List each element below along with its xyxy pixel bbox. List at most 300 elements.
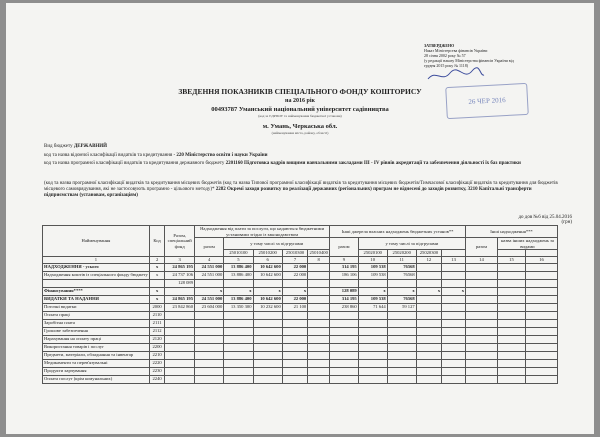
cell-value [358, 319, 387, 327]
cell-value: х [224, 287, 253, 295]
cell-value [416, 367, 441, 375]
table-row [43, 359, 558, 367]
cell-value [330, 311, 359, 319]
cell-value [466, 343, 498, 351]
col-header-other-sum: разом [330, 238, 359, 257]
cell-value [416, 327, 441, 335]
row-label: Продукти харчування [43, 367, 150, 375]
cell-value [308, 335, 330, 343]
cell-value [308, 303, 330, 311]
cell-value [165, 335, 195, 343]
table-row [43, 287, 558, 295]
row-code: 2200 [149, 343, 165, 351]
cell-value [497, 327, 525, 335]
cell-value [195, 367, 224, 375]
cell-value [165, 319, 195, 327]
row-code: х [149, 287, 165, 295]
cell-value: 109 538 [358, 263, 387, 271]
cell-value [416, 375, 441, 383]
cell-value [466, 335, 498, 343]
department-classification [44, 153, 564, 159]
row-label: Використання товарів і послуг [43, 343, 150, 351]
cell-value: 13 886 400 [224, 271, 253, 279]
cell-value [224, 335, 253, 343]
local-classification [44, 181, 564, 199]
col-header-name: Найменування [43, 226, 150, 257]
cell-value [253, 367, 282, 375]
cell-value [442, 367, 466, 375]
cell-value [282, 311, 307, 319]
column-number-row [43, 256, 558, 263]
cell-value [526, 311, 558, 319]
cell-value [416, 311, 441, 319]
cell-value [526, 375, 558, 383]
cell-value [165, 287, 195, 295]
organization-note: (код за ЄДРПОУ та найменування бюджетної установи) [258, 114, 342, 118]
row-code: 2230 [149, 367, 165, 375]
col-number: 1 [43, 256, 150, 263]
row-label: Заробітна плата [43, 319, 150, 327]
cell-value [308, 295, 330, 303]
cell-value [466, 351, 498, 359]
col-header-total: Разом, спеціальний фонд [165, 226, 195, 257]
cell-value [442, 279, 466, 287]
cell-value [466, 375, 498, 383]
cell-value [224, 279, 253, 287]
cell-value [358, 343, 387, 351]
sub-code: 25020300 [416, 250, 441, 257]
budget-label: Вид бюджету [44, 144, 73, 149]
cell-value [526, 271, 558, 279]
cell-value [387, 343, 416, 351]
program-value: 2201160 Підготовка кадрів вищими навчальними закладами ІІІ - IV рівнів акредитації та забезпечення діяльності їх баз практики [225, 161, 521, 166]
cell-value: 109 538 [358, 271, 387, 279]
as-of-date: до дов №6 від 25.04.2016 [518, 215, 572, 220]
program-classification [44, 161, 564, 167]
cell-value [165, 367, 195, 375]
cell-value [358, 351, 387, 359]
col-header-other-income: Інші надходження*** [466, 226, 558, 238]
cell-value: 22 000 [282, 263, 307, 271]
col-number: 9 [330, 256, 359, 263]
cell-value [526, 327, 558, 335]
cell-value [466, 367, 498, 375]
cell-value [308, 271, 330, 279]
approval-line: (у редакції наказу Міністерства фінансів України від [424, 58, 514, 63]
cell-value [416, 263, 441, 271]
col-number: 14 [466, 256, 498, 263]
col-number: 5 [224, 256, 253, 263]
cell-value: 23 604 000 [195, 303, 224, 311]
cell-value [387, 359, 416, 367]
table-row [43, 311, 558, 319]
cell-value [308, 319, 330, 327]
cell-value [466, 359, 498, 367]
cell-value [526, 287, 558, 295]
cell-value [497, 375, 525, 383]
cell-value [282, 327, 307, 335]
cell-value [253, 311, 282, 319]
cell-value [526, 319, 558, 327]
sub-code: 25020200 [387, 250, 416, 257]
cell-value [497, 359, 525, 367]
col-number: 4 [195, 256, 224, 263]
cell-value [195, 359, 224, 367]
cell-value [308, 311, 330, 319]
cell-value [526, 335, 558, 343]
cell-value: 21 100 [282, 303, 307, 311]
cell-value [358, 311, 387, 319]
row-code: 2111 [149, 319, 165, 327]
cell-value [466, 279, 498, 287]
col-number: 16 [526, 256, 558, 263]
cell-value: 24 737 106 [165, 271, 195, 279]
row-code: 2210 [149, 351, 165, 359]
cell-value: х [387, 287, 416, 295]
approval-line: Наказ Міністерства фінансів України [424, 48, 488, 53]
cell-value [330, 319, 359, 327]
cell-value [165, 311, 195, 319]
cell-value: 238 860 [330, 303, 359, 311]
cell-value: 71 644 [358, 303, 387, 311]
cell-value [165, 343, 195, 351]
cell-value [497, 303, 525, 311]
cell-value [282, 319, 307, 327]
cell-value [497, 343, 525, 351]
col-number: 11 [387, 256, 416, 263]
table-row [43, 367, 558, 375]
sub-code: 25010300 [282, 250, 307, 257]
cell-value [497, 319, 525, 327]
cell-value: 314 195 [330, 263, 359, 271]
cell-value [358, 327, 387, 335]
cell-value [466, 263, 498, 271]
cell-value [308, 343, 330, 351]
cell-value [308, 375, 330, 383]
cell-value [195, 343, 224, 351]
cell-value [282, 335, 307, 343]
signature-icon [426, 65, 486, 85]
row-label: Поточні видатки [43, 303, 150, 311]
row-label: Оплата послуг (крім комунальних) [43, 375, 150, 383]
cell-value [330, 279, 359, 287]
scanned-document-page [6, 3, 594, 434]
cell-value [416, 319, 441, 327]
approval-line: грудня 2015 року № 1118) [424, 63, 469, 68]
table-row [43, 295, 558, 303]
col-number: 3 [165, 256, 195, 263]
cell-value: 24 551 000 [195, 263, 224, 271]
table-row [43, 263, 558, 271]
cell-value [358, 375, 387, 383]
cell-value [330, 327, 359, 335]
cell-value: х [253, 287, 282, 295]
col-header-fees-incl: у тому числі за підгрупами [224, 238, 330, 250]
col-header-fees-sum: разом [195, 238, 224, 257]
cell-value [224, 327, 253, 335]
cell-value [224, 311, 253, 319]
cell-value [466, 271, 498, 279]
cell-value [224, 343, 253, 351]
table-row [43, 319, 558, 327]
cell-value: 13 886 400 [224, 263, 253, 271]
row-code: х [149, 271, 165, 279]
cell-value [253, 351, 282, 359]
cell-value: 128 089 [330, 287, 359, 295]
cell-value [526, 351, 558, 359]
cell-value [253, 279, 282, 287]
department-value: 220 Міністерство освіти і науки України [176, 153, 268, 158]
cell-value [497, 279, 525, 287]
cell-value [165, 351, 195, 359]
cell-value [165, 327, 195, 335]
organization-name: 00493787 Уманський національний університет садівництва [211, 106, 389, 113]
stamp-text: 26 ЧЕР 2016 [468, 96, 506, 106]
table-row [43, 327, 558, 335]
row-code: 2110 [149, 311, 165, 319]
cell-value [442, 295, 466, 303]
cell-value [165, 359, 195, 367]
cell-value [308, 351, 330, 359]
cell-value [387, 351, 416, 359]
cell-value [165, 375, 195, 383]
cell-value [282, 367, 307, 375]
cell-value [497, 367, 525, 375]
cell-value [497, 287, 525, 295]
cell-value [308, 327, 330, 335]
col-header-income-sum: разом [466, 238, 498, 257]
row-code: 2220 [149, 359, 165, 367]
col-number: 15 [497, 256, 525, 263]
cell-value: 13 886 400 [224, 295, 253, 303]
cell-value: 24 865 195 [165, 295, 195, 303]
cell-value: х [442, 287, 466, 295]
cell-value [442, 375, 466, 383]
cell-value [358, 367, 387, 375]
cell-value [497, 263, 525, 271]
cell-value: 109 538 [358, 295, 387, 303]
cell-value [253, 375, 282, 383]
cell-value: 24 551 000 [195, 295, 224, 303]
col-number: 10 [358, 256, 387, 263]
col-number: 13 [442, 256, 466, 263]
cell-value [416, 303, 441, 311]
table-row [43, 351, 558, 359]
cell-value [526, 367, 558, 375]
cell-value [358, 359, 387, 367]
cell-value [387, 279, 416, 287]
cell-value [387, 311, 416, 319]
as-of-note [518, 215, 572, 225]
cell-value: 24 865 195 [165, 263, 195, 271]
row-label: Нарахування на оплату праці [43, 335, 150, 343]
cell-value: 10 232 600 [253, 303, 282, 311]
row-code: 2120 [149, 335, 165, 343]
cell-value [282, 351, 307, 359]
cell-value [387, 319, 416, 327]
cell-value: 10 642 600 [253, 263, 282, 271]
sub-code: 25020100 [358, 250, 387, 257]
row-label: Грошове забезпечення [43, 327, 150, 335]
cell-value [224, 367, 253, 375]
col-header-code: Код [149, 226, 165, 257]
table-row [43, 271, 558, 279]
col-number: 12 [416, 256, 441, 263]
cell-value [358, 279, 387, 287]
cell-value [442, 343, 466, 351]
cell-value [497, 295, 525, 303]
row-label: Медикаменти та перев'язувальні [43, 359, 150, 367]
cell-value [497, 335, 525, 343]
row-code: 2112 [149, 327, 165, 335]
table-row [43, 279, 558, 287]
cell-value [497, 271, 525, 279]
cell-value [224, 351, 253, 359]
cell-value [282, 359, 307, 367]
place-name: м. Умань, Черкаська обл. [262, 123, 338, 130]
cell-value [466, 319, 498, 327]
sub-code: 25010100 [224, 250, 253, 257]
local-label: (код та назва програмної класифікації видатків та кредитування місцевих бюджетів (код та назва Типової програмної класифікації видатків та кредитування місцевих бюджетів/Тимчасової класифікації видатків та кредитування для бюджетів місцевого самоврядування, які не застосовують програмно - цільового методу)* [44, 181, 558, 192]
special-fund-table [42, 225, 558, 384]
cell-value: 186 106 [330, 271, 359, 279]
col-number: 6 [253, 256, 282, 263]
cell-value [526, 279, 558, 287]
col-number: 7 [282, 256, 307, 263]
cell-value [224, 359, 253, 367]
row-code: х [149, 263, 165, 271]
cell-value: х [358, 287, 387, 295]
cell-value: х [282, 287, 307, 295]
sub-code: 25010400 [309, 250, 328, 255]
row-label: Фінансування**** [43, 287, 150, 295]
cell-value: 76568 [387, 271, 416, 279]
cell-value [416, 359, 441, 367]
cell-value [308, 359, 330, 367]
cell-value [416, 295, 441, 303]
cell-value [195, 375, 224, 383]
cell-value: 76568 [387, 263, 416, 271]
row-code: 2240 [149, 375, 165, 383]
cell-value [195, 279, 224, 287]
cell-value [526, 359, 558, 367]
cell-value: 13 350 300 [224, 303, 253, 311]
local-value: 2282 Окремі заходи розвитку по реалізації державних (регіональних) програм не віднесені до заходів розвитку, 3210 Капітальні трансферти підприємствам (установам, організаціям) [44, 187, 532, 198]
cell-value [253, 327, 282, 335]
row-label: ВИДАТКИ ТА НАДАННЯ [43, 295, 150, 303]
sub-code: 25010200 [253, 250, 282, 257]
cell-value [330, 359, 359, 367]
cell-value [195, 335, 224, 343]
cell-value [195, 311, 224, 319]
cell-value: 10 642 600 [253, 271, 282, 279]
cell-value [308, 263, 330, 271]
place-note: (найменування міста, району, області) [271, 131, 329, 135]
department-label: код та назва відомчої класифікації видатків та кредитування - [44, 153, 176, 158]
cell-value [442, 263, 466, 271]
cell-value [330, 335, 359, 343]
cell-value [387, 367, 416, 375]
cell-value [387, 327, 416, 335]
cell-value [442, 319, 466, 327]
cell-value [224, 319, 253, 327]
cell-value [526, 295, 558, 303]
cell-value [466, 327, 498, 335]
row-label: Предмети, матеріали, обладнання та інвентар [43, 351, 150, 359]
row-code [149, 279, 165, 287]
cell-value: 10 642 600 [253, 295, 282, 303]
program-label: код та назва програмної класифікації видатків та кредитування державного бюджету [44, 161, 225, 166]
cell-value [526, 343, 558, 351]
cell-value [387, 375, 416, 383]
cell-value [253, 319, 282, 327]
cell-value [416, 343, 441, 351]
cell-value [442, 271, 466, 279]
cell-value [330, 351, 359, 359]
row-code: х [149, 295, 165, 303]
table-row [43, 335, 558, 343]
cell-value [330, 367, 359, 375]
col-header-income-names: назва інших надходжень за видами [497, 238, 557, 250]
cell-value [330, 343, 359, 351]
cell-value [416, 351, 441, 359]
cell-value [442, 327, 466, 335]
cell-value [253, 343, 282, 351]
cell-value: 24 551 000 [195, 271, 224, 279]
row-label: НАДХОДЖЕННЯ - усього [43, 263, 150, 271]
row-code: 2000 [149, 303, 165, 311]
cell-value [466, 295, 498, 303]
row-label: Оплата праці [43, 311, 150, 319]
cell-value [308, 287, 330, 295]
cell-value [282, 279, 307, 287]
cell-value: 76568 [387, 295, 416, 303]
table-row [43, 303, 558, 311]
cell-value [442, 311, 466, 319]
document-year: на 2016 рік [285, 98, 315, 104]
cell-value [308, 367, 330, 375]
cell-value [466, 303, 498, 311]
cell-value: 59 127 [387, 303, 416, 311]
row-label [43, 279, 150, 287]
cell-value [497, 351, 525, 359]
currency-unit: (грн) [561, 220, 572, 225]
cell-value [442, 335, 466, 343]
cell-value [526, 263, 558, 271]
cell-value: х [416, 287, 441, 295]
col-header-other-sources: Інші джерела власних надходжень бюджетних установ** [330, 226, 466, 238]
cell-value: 22 000 [282, 271, 307, 279]
table-row [43, 375, 558, 383]
cell-value [195, 327, 224, 335]
cell-value [195, 351, 224, 359]
cell-value [358, 335, 387, 343]
cell-value [282, 375, 307, 383]
cell-value: 128 089 [165, 279, 195, 287]
cell-value: 314 195 [330, 295, 359, 303]
cell-value [253, 335, 282, 343]
table-body [43, 263, 558, 383]
cell-value: 22 000 [282, 295, 307, 303]
cell-value [330, 375, 359, 383]
cell-value [195, 319, 224, 327]
cell-value [224, 375, 253, 383]
table-row [43, 343, 558, 351]
cell-value [442, 351, 466, 359]
cell-value [253, 359, 282, 367]
col-number: 2 [149, 256, 165, 263]
approval-line: 28 січня 2002 року № 57 [424, 53, 466, 58]
